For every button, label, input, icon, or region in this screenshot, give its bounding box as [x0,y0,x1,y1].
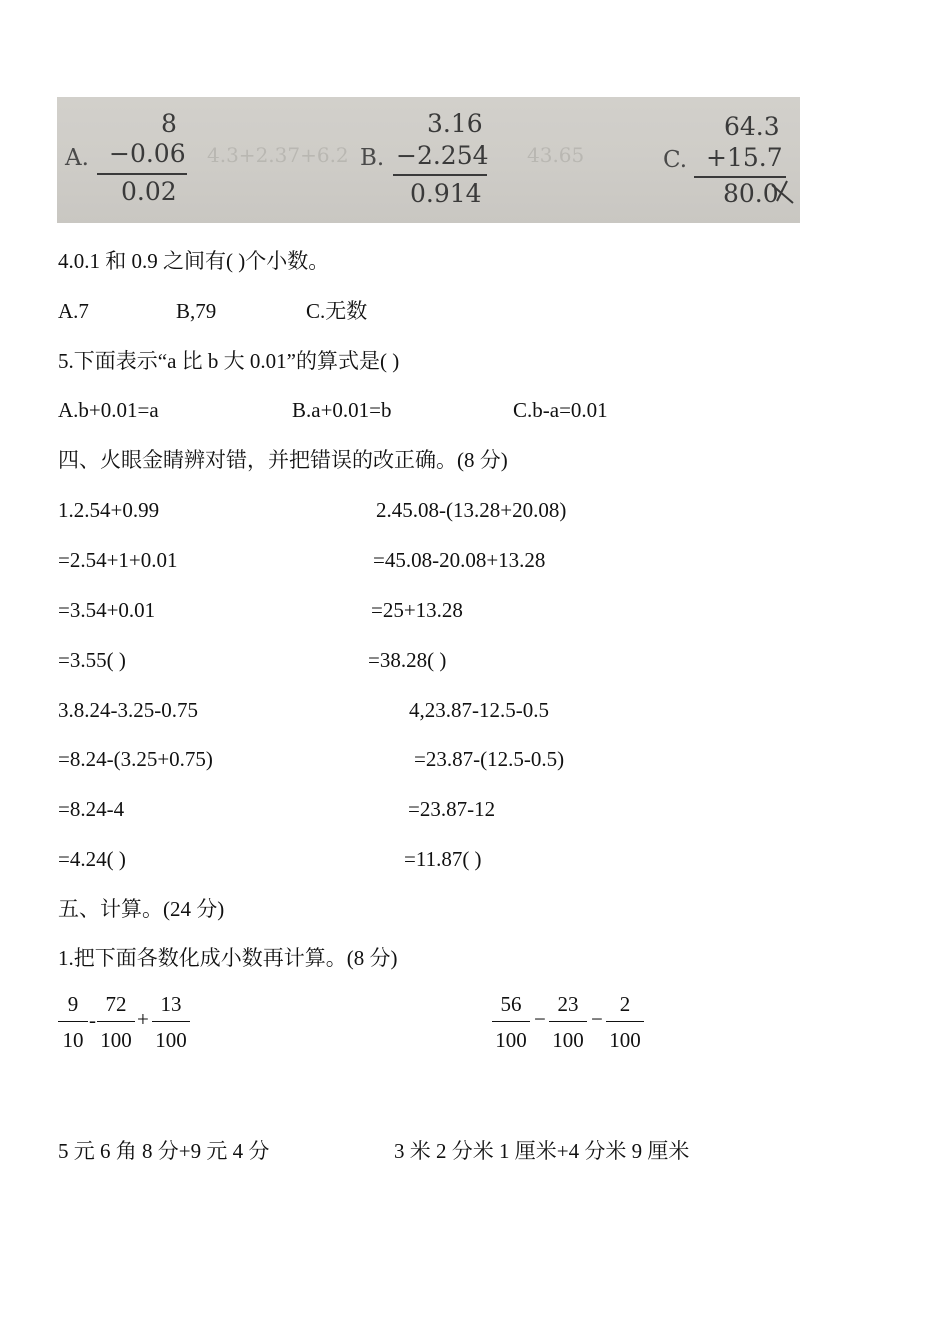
option-b-middle: −2.254 [396,141,489,170]
operator: - [89,1008,96,1032]
fraction-denominator: 10 [62,1028,84,1052]
operator: − [591,1007,603,1031]
cross-mark-icon [769,179,797,207]
operator: − [534,1007,546,1031]
fraction [606,994,644,1051]
option-c-top: 64.3 [724,112,780,141]
q5-question: 5.下面表示“a 比 b 大 0.01”的算式是( ) [58,349,400,373]
option-a-result: 0.02 [121,177,177,206]
option-c-middle: +15.7 [706,143,783,172]
q4-option-a: A.7 [58,299,89,323]
fraction [492,994,530,1051]
problem1-line: 1.2.54+0.99 [58,498,160,522]
q4-option-c: C.无数 [306,299,368,323]
problem3-answer-line: =4.24( ) [58,847,126,871]
option-c-label: C. [663,147,688,173]
unit-problem-money: 5 元 6 角 8 分+9 元 4 分 [58,1139,270,1163]
problem2-answer-line: =38.28( ) [368,648,447,672]
fraction-denominator: 100 [495,1028,527,1052]
q5-option-c: C.b-a=0.01 [513,398,608,422]
section5-sub1: 1.把下面各数化成小数再计算。(8 分) [58,946,398,970]
fraction-denominator: 100 [609,1028,641,1052]
fraction-numerator: 56 [500,992,522,1016]
fraction-denominator: 100 [100,1028,132,1052]
fraction-denominator: 100 [552,1028,584,1052]
problem3-line: 3.8.24-3.25-0.75 [58,698,198,722]
operator: + [137,1007,149,1031]
problem3-line: =8.24-(3.25+0.75) [58,747,213,771]
photo-options-strip: 4.3+2.37+6.2 43.65 A. 8 −0.06 0.02 B. 3.16 −2.254 0.914 C. 64.3 +15.7 80.0 [57,97,800,223]
option-b-result: 0.914 [410,179,482,208]
problem3-line: =8.24-4 [58,797,125,821]
fraction-numerator: 72 [105,992,127,1016]
q4-option-b: B,79 [176,299,217,323]
problem2-line: 2.45.08-(13.28+20.08) [376,498,567,522]
problem4-line: =23.87-(12.5-0.5) [414,747,565,771]
fraction-numerator: 2 [619,992,631,1016]
problem1-line: =2.54+1+0.01 [58,548,178,572]
fraction-numerator: 9 [67,992,79,1016]
q5-option-a: A.b+0.01=a [58,398,159,422]
problem1-answer-line: =3.55( ) [58,648,126,672]
option-c-result: 80.0 [723,179,779,208]
problem4-answer-line: =11.87( ) [404,847,482,871]
option-a-middle: −0.06 [109,139,186,168]
problem4-line: 4,23.87-12.5-0.5 [409,698,549,722]
problem1-line: =3.54+0.01 [58,598,156,622]
fraction [152,994,190,1051]
fraction-numerator: 13 [160,992,182,1016]
fraction-numerator: 23 [557,992,579,1016]
problem2-line: =45.08-20.08+13.28 [373,548,546,572]
fraction [549,994,587,1051]
option-a-rule [97,173,187,175]
fraction [97,994,135,1051]
problem2-line: =25+13.28 [371,598,463,622]
option-a-top: 8 [161,109,177,138]
q4-question: 4.0.1 和 0.9 之间有( )个小数。 [58,249,330,273]
option-b-label: B. [360,145,385,171]
section4-title: 四、火眼金睛辨对错，并把错误的改正确。(8 分) [58,448,508,472]
fraction-denominator: 100 [155,1028,187,1052]
fraction [58,994,88,1051]
option-c-rule [694,176,786,178]
unit-problem-length: 3 米 2 分米 1 厘米+4 分米 9 厘米 [394,1139,690,1163]
section5-title: 五、计算。(24 分) [58,897,225,921]
problem4-line: =23.87-12 [408,797,496,821]
option-b-top: 3.16 [427,109,483,138]
option-b-rule [393,174,487,176]
option-a-label: A. [65,145,89,171]
q5-option-b: B.a+0.01=b [292,398,392,422]
